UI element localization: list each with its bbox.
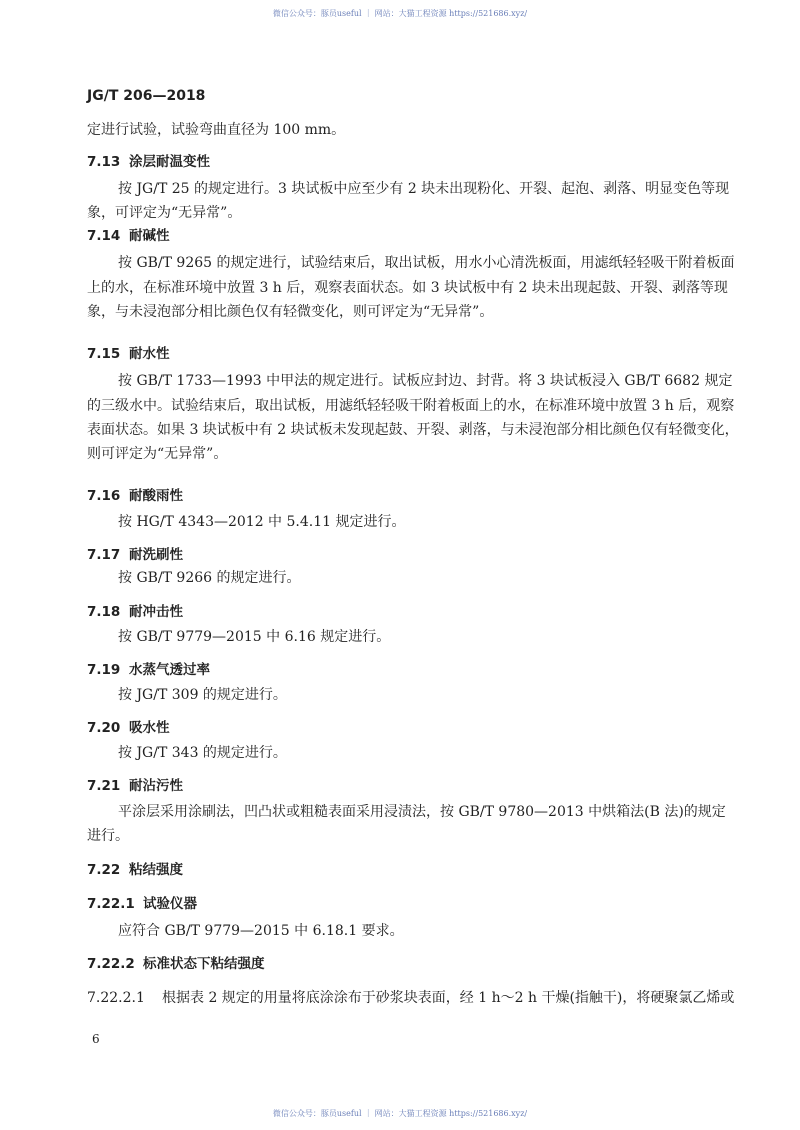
paragraph-line: 表面状态。如果 3 块试板中有 2 块试板未发现起鼓、开裂、剥落，与未浸泡部分相比颜色仅有轻微变化， [87,422,739,438]
paragraph-line: 按 JG/T 343 的规定进行。 [118,745,287,761]
paragraph-line: 按 GB/T 9266 的规定进行。 [118,570,301,586]
paragraph-line: 的三级水中。试验结束后，取出试板，用滤纸轻轻吸干附着板面上的水，在标准环境中放置 3 h 后，观察 [87,398,735,414]
watermark-top: 微信公众号：豚员useful ｜ 网站：大猫工程资源 https://521686.xyz/ [272,9,528,18]
section-heading-7-22: 7.22 粘结强度 [87,862,183,878]
paragraph-line: 象，可评定为“无异常”。 [87,205,242,221]
paragraph-line: 按 JG/T 25 的规定进行。3 块试板中应至少有 2 块未出现粉化、开裂、起泡、剥落、明显变色等现 [118,181,730,197]
section-heading-7-13: 7.13 涂层耐温变性 [87,154,210,170]
section-heading-7-17: 7.17 耐洗刷性 [87,547,183,563]
paragraph-line: 按 GB/T 1733—1993 中甲法的规定进行。试板应封边、封背。将 3 块试板浸入 GB/T 6682 规定 [118,373,733,389]
paragraph-line: 平涂层采用涂刷法，凹凸状或粗糙表面采用浸渍法，按 GB/T 9780—2013 中烘箱法(B 法)的规定 [118,804,726,820]
paragraph-line-7-22-2-1: 7.22.2.1 根据表 2 规定的用量将底涂涂布于砂浆块表面，经 1 h～2 h 干燥(指触干)，将硬聚氯乙烯或 [87,990,735,1006]
paragraph-line: 按 GB/T 9265 的规定进行，试验结束后，取出试板，用水小心清洗板面，用滤纸轻轻吸干附着板面 [118,255,735,271]
paragraph-line: 象，与未浸泡部分相比颜色仅有轻微变化，则可评定为“无异常”。 [87,304,494,320]
section-heading-7-19: 7.19 水蒸气透过率 [87,662,210,678]
paragraph-line: 上的水，在标准环境中放置 3 h 后，观察表面状态。如 3 块试板中有 2 块未出现起鼓、开裂、剥落等现 [87,280,728,296]
paragraph-line: 按 JG/T 309 的规定进行。 [118,687,287,703]
section-heading-7-21: 7.21 耐沾污性 [87,778,183,794]
page-number: 6 [92,1032,100,1046]
section-heading-7-16: 7.16 耐酸雨性 [87,488,183,504]
paragraph-line: 进行。 [87,828,129,844]
section-heading-7-22-1: 7.22.1 试验仪器 [87,896,197,912]
watermark-bottom: 微信公众号：豚员useful ｜ 网站：大猫工程资源 https://521686.xyz/ [272,1109,528,1118]
paragraph-line: 定进行试验，试验弯曲直径为 100 mm。 [87,122,346,138]
paragraph-line: 按 HG/T 4343—2012 中 5.4.11 规定进行。 [118,514,406,530]
paragraph-line: 则可评定为“无异常”。 [87,446,228,462]
section-heading-7-14: 7.14 耐碱性 [87,228,170,244]
paragraph-line: 按 GB/T 9779—2015 中 6.16 规定进行。 [118,629,391,645]
paragraph-line: 应符合 GB/T 9779—2015 中 6.18.1 要求。 [118,923,404,939]
document-header: JG/T 206—2018 [87,88,206,104]
section-heading-7-22-2: 7.22.2 标准状态下粘结强度 [87,956,265,972]
section-heading-7-20: 7.20 吸水性 [87,720,170,736]
section-heading-7-18: 7.18 耐冲击性 [87,604,183,620]
section-heading-7-15: 7.15 耐水性 [87,346,170,362]
